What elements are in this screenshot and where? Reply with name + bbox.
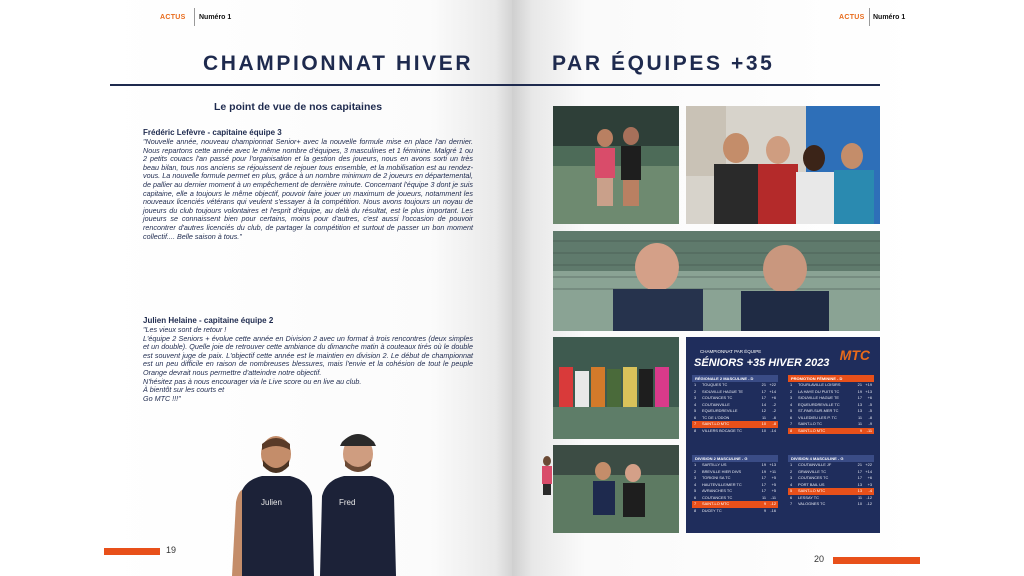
diff-cell: +14 [769, 388, 776, 394]
team-cell: SAINT-LO MTC [702, 501, 730, 506]
page-number-left: 19 [166, 545, 177, 555]
team-cell: HAUTEVILLE/MER TC [702, 481, 742, 487]
rank-cell: 8 [694, 427, 697, 433]
standings-group [788, 455, 874, 508]
rank-cell: 8 [694, 507, 697, 513]
captain-name-1: Frédéric Lefèvre - capitaine équipe 3 [143, 128, 282, 137]
standings-poster [686, 337, 880, 533]
rank-cell: 3 [790, 475, 793, 480]
page-title-left: CHAMPIONNAT HIVER [203, 52, 474, 75]
rank-cell: 1 [790, 382, 793, 387]
points-cell: 11 [761, 494, 766, 500]
points-cell: 12 [761, 408, 766, 413]
rank-cell: 3 [694, 475, 697, 480]
title-rule-right [512, 84, 880, 86]
rank-cell: 5 [790, 488, 793, 493]
team-cell: ST-PAIR-SUR-MER TC [798, 408, 839, 413]
diff-cell: -12 [770, 501, 776, 506]
quote-line: À bientôt sur les courts et [143, 385, 225, 395]
points-cell: 17 [857, 468, 862, 474]
mtc-logo [840, 347, 870, 363]
rank-cell: 6 [790, 494, 793, 500]
team-cell: AVRANCHES TC [702, 488, 733, 493]
rank-cell: 5 [790, 408, 793, 413]
standings-group [788, 375, 874, 434]
diff-cell: +6 [867, 395, 872, 400]
diff-cell: +11 [769, 468, 776, 474]
team-cell: SAINT-LO MTC [702, 421, 730, 426]
rank-cell: 6 [694, 494, 697, 500]
rank-cell: 4 [790, 401, 793, 407]
rank-cell: 3 [694, 395, 697, 400]
points-cell: 11 [761, 414, 766, 420]
diff-cell: -8 [772, 421, 776, 426]
diff-cell: -16 [770, 507, 776, 513]
diff-cell: -11 [866, 427, 872, 433]
team-cell: GRANVILLE TC [798, 468, 827, 474]
team-cell: SIOUVILLE HAGUE TE [798, 395, 840, 400]
rank-cell: 6 [694, 414, 697, 420]
team-cell: SAINT-LO MTC [798, 488, 826, 493]
diff-cell: -11 [770, 494, 776, 500]
standings-group [692, 375, 778, 434]
points-cell: 10 [761, 421, 766, 426]
diff-cell: +22 [769, 382, 776, 387]
captain-name-2: Julien Helaine - capitaine équipe 2 [143, 316, 274, 325]
diff-cell: +5 [771, 475, 776, 480]
photo-men-indoor [686, 106, 880, 224]
diff-cell: -9 [868, 421, 872, 426]
photo-group-team [553, 337, 679, 439]
rank-cell: 4 [694, 481, 697, 487]
points-cell: 21 [761, 382, 766, 387]
standings-group-header: DIVISION 4 MASCULINE - G [788, 455, 874, 462]
points-cell: 19 [761, 468, 766, 474]
points-cell: 13 [857, 481, 862, 487]
team-cell: COUTAINVILLE [702, 401, 730, 407]
points-cell: 19 [857, 388, 862, 394]
diff-cell: +3 [867, 481, 872, 487]
rank-cell: 1 [694, 382, 697, 387]
team-cell: TC DE L'ODON [702, 414, 730, 420]
rank-cell: 4 [790, 481, 793, 487]
points-cell: 9 [763, 507, 766, 513]
team-cell: SIOUVILLE HAGUE TE [702, 388, 744, 394]
standings-group-header: RÉGIONALE 2 MASCULINE - D [692, 375, 778, 382]
rank-cell: 2 [790, 388, 793, 394]
diff-cell: -8 [868, 414, 872, 420]
points-cell: 9 [859, 427, 862, 433]
points-cell: 11 [857, 414, 862, 420]
mtc-logo-text: MTC [839, 347, 870, 363]
points-cell: 17 [857, 475, 862, 480]
quote-line: Go MTC !!!" [143, 393, 181, 403]
team-cell: COUTANCES TC [702, 494, 733, 500]
rank-cell: 7 [694, 421, 697, 426]
points-cell: 13 [857, 401, 862, 407]
rank-cell: 1 [694, 462, 697, 467]
team-cell: VILLERS BOCAGE TC [702, 427, 742, 433]
points-cell: 13 [857, 408, 862, 413]
standings-group [692, 455, 778, 514]
points-cell: 11 [857, 421, 862, 426]
shirt-label-julien: Julien [261, 498, 282, 507]
team-cell: TOURLAVILLE LOISIRS [798, 382, 841, 387]
team-cell: EQUEURDREVILLE [702, 408, 738, 413]
photo-women-team [553, 106, 679, 224]
team-cell: COUTAINVILLE JF [798, 462, 832, 467]
page-accent-bar-right [833, 557, 920, 564]
rank-cell: 7 [790, 421, 793, 426]
diff-cell: -14 [770, 427, 776, 433]
diff-cell: +6 [771, 395, 776, 400]
standings-group-header: DIVISION 2 MASCULINE - G [692, 455, 778, 462]
page-accent-bar-left [104, 548, 160, 555]
points-cell: 17 [761, 475, 766, 480]
points-cell: 14 [761, 401, 766, 407]
rank-cell: 6 [790, 414, 793, 420]
rank-cell: 5 [694, 408, 697, 413]
team-cell: SAINT-LO MTC [798, 427, 826, 433]
diff-cell: +13 [769, 462, 776, 467]
points-cell: 19 [761, 462, 766, 467]
photo-two-men-net [553, 231, 880, 331]
points-cell: 17 [761, 488, 766, 493]
points-cell: 21 [857, 382, 862, 387]
quote-line: N'hésitez pas à nous encourager via le Live score ou en live au club. [143, 376, 362, 386]
team-cell: COUTANCES TC [702, 395, 733, 400]
captain-quote-2 [143, 326, 473, 403]
team-cell: SARTILLY US [702, 462, 727, 467]
section-tag-right: ACTUS [839, 14, 865, 21]
team-cell: EQUEURDREVILLE TC [798, 401, 840, 407]
diff-cell: +6 [867, 475, 872, 480]
diff-cell: +19 [865, 382, 872, 387]
diff-cell: +5 [771, 488, 776, 493]
rank-cell: 7 [790, 501, 793, 506]
section-tag: ACTUS [160, 14, 186, 21]
diff-cell: +13 [865, 388, 872, 394]
points-cell: 10 [857, 501, 862, 506]
team-cell: SAINT-LO TC [798, 421, 822, 426]
points-cell: 17 [761, 481, 766, 487]
diff-cell: -12 [866, 501, 872, 506]
header-divider-right [869, 8, 870, 26]
title-rule-left [110, 84, 512, 86]
issue-number-right: Numéro 1 [873, 14, 906, 21]
team-cell: VILLEDIEU LES P. TC [798, 414, 837, 420]
points-cell: 17 [761, 395, 766, 400]
header-divider [194, 8, 195, 26]
points-cell: 10 [761, 427, 766, 433]
diff-cell: -2 [772, 401, 776, 407]
points-cell: 11 [857, 494, 862, 500]
quote-line: "Les vieux sont de retour ! [143, 325, 227, 334]
standings-row [692, 428, 778, 435]
quote-line: L'équipe 2 Seniors + évolue cette année en Division 2 avec un format à trois rencontres (deux simples et un double). Quelle joie de retrouver cette ambiance du dimanche matin à couteaux tirés où le double est souvent juge de paix. L'objectif cette année est le maintien en division 2. Le début de championnat est un peu difficile en raison de nombreuses blessures, mais l'envie et la cohésion de tout le peuple Orange devrait nous permettre d'atteindre notre objectif. [143, 333, 473, 377]
standings-kicker: CHAMPIONNAT PAR ÉQUIPE [700, 349, 762, 354]
page-title-right: PAR ÉQUIPES +35 [552, 52, 775, 75]
team-cell: DUCEY TC [702, 507, 722, 513]
points-cell: 21 [857, 462, 862, 467]
page-number-right: 20 [814, 554, 825, 564]
rank-cell: 7 [694, 501, 697, 506]
diff-cell: -6 [772, 414, 776, 420]
diff-cell: -12 [866, 494, 872, 500]
rank-cell: 2 [790, 468, 793, 474]
team-cell: PORT BAIL US [798, 481, 825, 487]
captain-photo-fred [312, 428, 404, 576]
person-cutout-small [540, 455, 554, 495]
diff-cell: +5 [771, 481, 776, 487]
standings-row [692, 508, 778, 515]
team-cell: TORIGNI SA TC [702, 475, 731, 480]
diff-cell: -5 [868, 408, 872, 413]
rank-cell: 2 [694, 388, 697, 394]
diff-cell: +14 [865, 468, 872, 474]
standings-row [788, 501, 874, 508]
standings-title: SÉNIORS +35 HIVER 2023 [694, 357, 830, 369]
rank-cell: 1 [790, 462, 793, 467]
standings-row [788, 428, 874, 435]
diff-cell: -4 [868, 488, 872, 493]
team-cell: LA HAYE DU PUITS TC [798, 388, 840, 394]
team-cell: BREVILLE HIER DIVS [702, 468, 742, 474]
points-cell: 17 [857, 395, 862, 400]
captain-quote-1: "Nouvelle année, nouveau championnat Senior+ avec la nouvelle formule mise en place l'an dernier. Nous repartons cette année avec le même nombre d'équipes, 3 masculines et 1 féminine. Malgré 1 ou 2 petits couacs l'an passé pour l'organisation et la gestion des joueurs, nous en avons sorti un très beau bilan, tous nos anciens se réjouissent de rejouer tous ensemble, et la mobilisation est au rendez-vous. La nouvelle formule permet en plus, grâce à un nombre minimum de 2 joueurs en départemental, de pallier au dernier moment à un empêchement de dernière minute. Concernant l'équipe 3 dont je suis capitaine, elle a toujours le même objectif, pouvoir faire jouer un maximum de joueurs, notamment les nouveaux licenciés vétérans qui veulent s'essayer à la compétition. Nous avons toujours un noyau de joueurs du club toujours volontaires et l'esprit d'équipe, au delà du résultat, est le plus important. Les joueurs se connaissent bien pour certains, moins pour d'autres, c'est aussi l'occasion de pouvoir rencontrer d'autres licenciés du club, de partager la compétition et surtout de passer un bon moment collectif.... Belle saison à tous." [143, 137, 473, 241]
rank-cell: 3 [790, 395, 793, 400]
shirt-label-fred: Fred [339, 498, 356, 507]
rank-cell: 4 [694, 401, 697, 407]
team-cell: COUTANCES TC [798, 475, 829, 480]
diff-cell: +22 [865, 462, 872, 467]
points-cell: 17 [761, 388, 766, 394]
rank-cell: 2 [694, 468, 697, 474]
rank-cell: 8 [790, 427, 793, 433]
rank-cell: 5 [694, 488, 697, 493]
points-cell: 9 [763, 501, 766, 506]
issue-number: Numéro 1 [199, 14, 232, 21]
team-cell: VALOGNES TC [798, 501, 826, 506]
team-cell: LESSAY TC [798, 494, 819, 500]
left-page [104, 0, 512, 576]
subheading: Le point de vue de nos capitaines [214, 101, 383, 113]
diff-cell: -2 [772, 408, 776, 413]
points-cell: 13 [857, 488, 862, 493]
diff-cell: -5 [868, 401, 872, 407]
standings-group-header: PROMOTION FÉMININE - D [788, 375, 874, 382]
photo-court-duo [553, 445, 679, 533]
team-cell: TOUQUES TC [702, 382, 728, 387]
